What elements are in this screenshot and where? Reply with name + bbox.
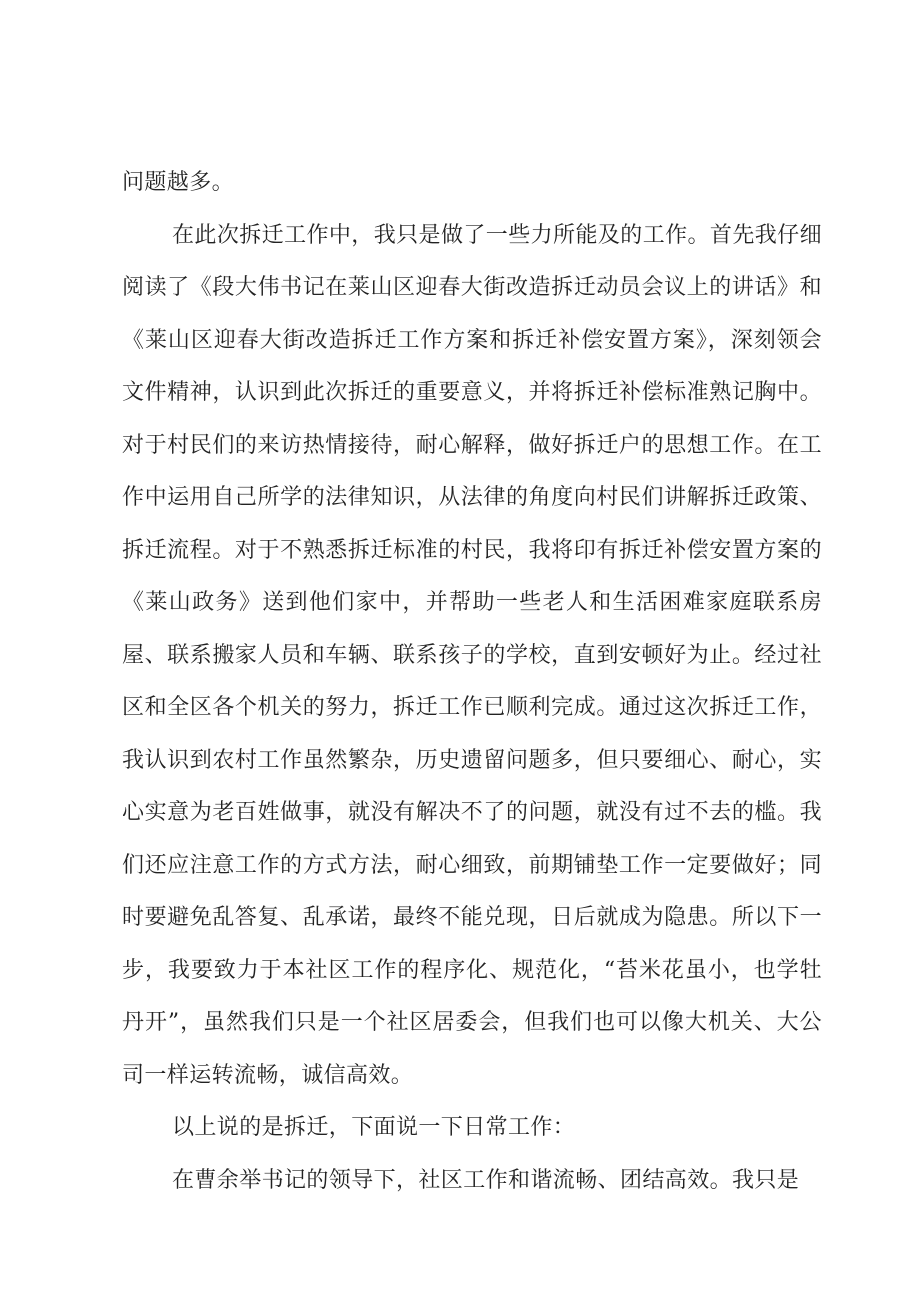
- paragraph-3: 以上说的是拆迁，下面说一下日常工作：: [172, 1115, 576, 1140]
- document-body: [122, 157, 822, 1207]
- paragraph-1: 问题越多。: [122, 170, 235, 195]
- paragraph-4: 在曹余举书记的领导下，社区工作和谐流畅、团结高效。我只是: [172, 1167, 800, 1193]
- paragraph-2: 在此次拆迁工作中，我只是做了一些力所能及的工作。首先我仔细阅读了《段大伟书记在莱山区迎春大街改造拆迁动员会议上的讲话》和《莱山区迎春大街改造拆迁工作方案和拆迁补偿安置方案》，深刻领会文件精神，认识到此次拆迁的重要意义，并将拆迁补偿标准熟记胸中。对于村民们的来访热情接待，耐心解释，做好拆迁户的思想工作。在工作中运用自己所学的法律知识，从法律的角度向村民们讲解拆迁政策、拆迁流程。对于不熟悉拆迁标准的村民，我将印有拆迁补偿安置方案的《莱山政务》送到他们家中，并帮助一些老人和生活困难家庭联系房屋、联系搬家人员和车辆、联系孩子的学校，直到安顿好为止。经过社区和全区各个机关的努力，拆迁工作已顺利完成。通过这次拆迁工作，我认识到农村工作虽然繁杂，历史遗留问题多，但只要细心、耐心，实心实意为老百姓做事，就没有解决不了的问题，就没有过不去的槛。我们还应注意工作的方式方法，耐心细致，前期铺垫工作一定要做好；同时要避免乱答复、乱承诺，最终不能兑现，日后就成为隐患。所以下一步，我要致力于本社区工作的程序化、规范化，“苔米花虽小，也学牡丹开”，虽然我们只是一个社区居委会，但我们也可以像大机关、大公司一样运转流畅，诚信高效。: [122, 222, 822, 1088]
